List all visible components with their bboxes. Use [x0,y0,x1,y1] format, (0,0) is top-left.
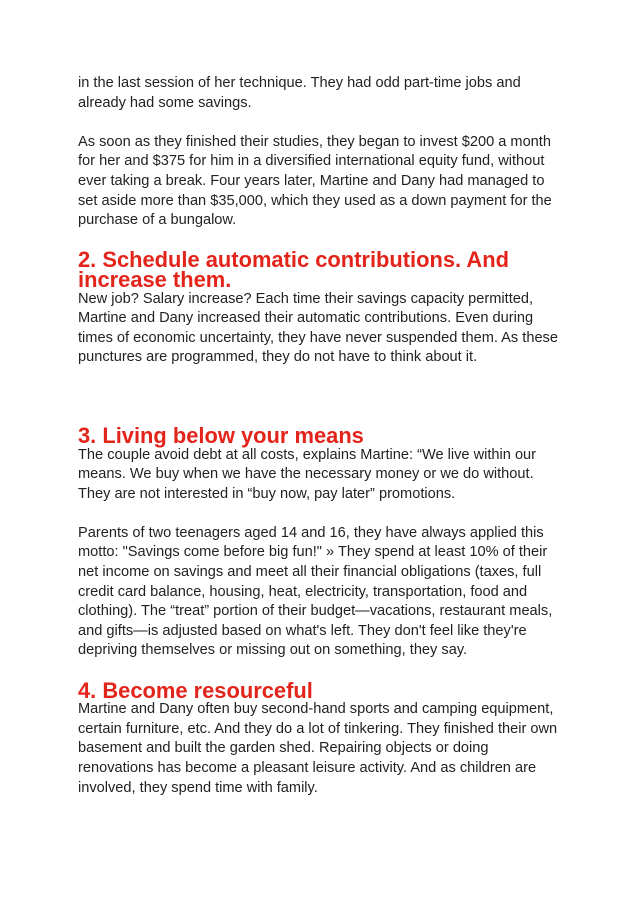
section-3-paragraph-2: Parents of two teenagers aged 14 and 16, they have always applied this motto: "Savings come before big fun!" » They spend at least 10% of their net income on savings and meet all their financial obligations (taxes, full credit card balance, housing, heat, electricity, transportation, food and clothing). The “treat” portion of their budget—vacations, restaurant meals, and gifts—is adjusted based on what's left. They don't feel like they're depriving themselves or missing out on something, they say. [78,524,553,659]
section-4-heading: 4. Become resourceful [78,677,313,703]
section-4-paragraph: Martine and Dany often buy second-hand sports and camping equipment, certain furniture, etc. And they do a lot of tinkering. They finished their own basement and built the garden shed. Repairing objects or doing renovations has become a pleasant leisure activity. And as children are involved, they spend time with family. [78,701,558,796]
document-page [78,74,568,798]
spacer [78,113,568,133]
spacer [78,504,568,524]
section-2-heading: 2. Schedule automatic contributions. And increase them. [78,247,509,292]
section-2-paragraph: New job? Salary increase? Each time their savings capacity permitted, Martine and Dany increased their automatic contributions. Even during times of economic uncertainty, they have never suspended them. As these punctures are programmed, they do not have to think about it. [78,290,558,366]
intro-paragraph-1: in the last session of her technique. They had odd part-time jobs and already had some savings. [78,75,521,111]
section-3-heading: 3. Living below your means [78,422,364,448]
section-3-paragraph-1: The couple avoid debt at all costs, explains Martine: “We live within our means. We buy when we have the necessary money or we do without. They are not interested in “buy now, pay later” promotions. [78,446,537,502]
spacer [78,368,568,426]
intro-paragraph-2: As soon as they finished their studies, they began to invest $200 a month for her and $375 for him in a diversified international equity fund, without ever taking a break. Four years later, Martine and Dany had managed to set aside more than $35,000, which they used as a down payment for the purchase of a bungalow. [78,133,552,229]
